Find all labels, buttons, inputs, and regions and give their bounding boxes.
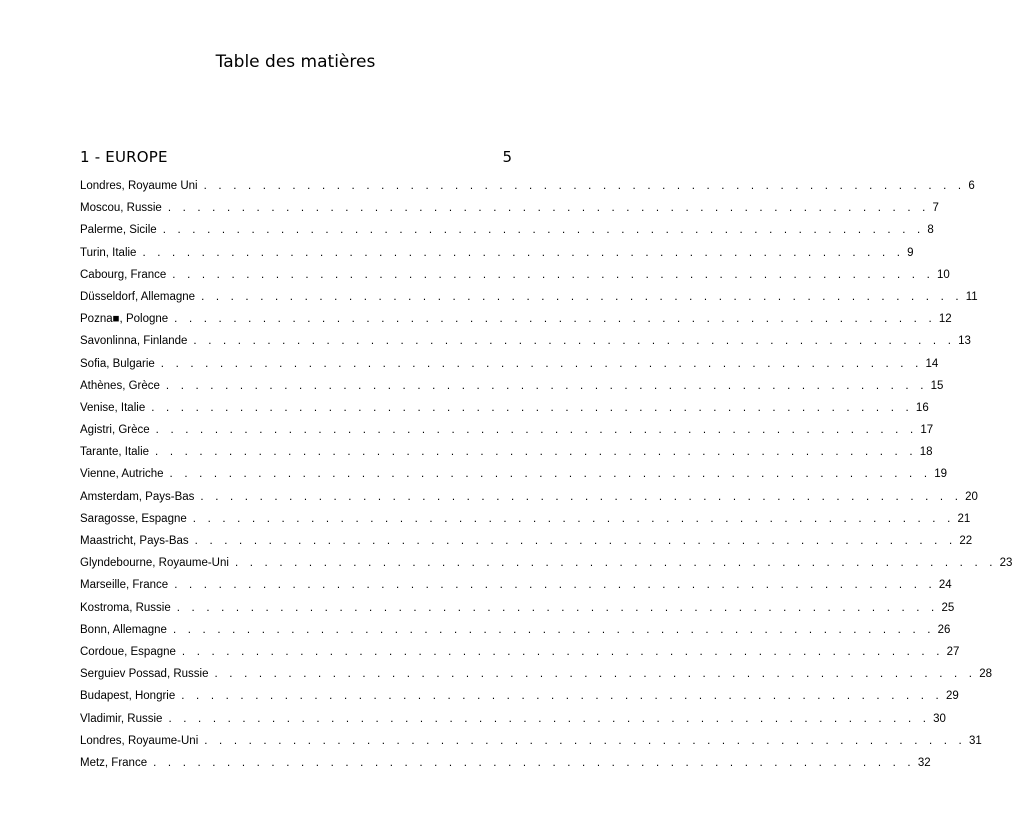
- chapter-page-number: 5: [502, 148, 512, 166]
- toc-entry[interactable]: [80, 486, 978, 508]
- toc-entry-label: Agistri, Grèce: [80, 424, 150, 437]
- toc-entry-label: Serguiev Possad, Russie: [80, 668, 209, 681]
- dot-leader: . . . . . . . . . . . . . . . . . . . . . . . . . . . . . . . . . . . . . . . . . . . . . . . . . . . .: [155, 424, 918, 437]
- toc-entry-label: Marseille, France: [80, 579, 169, 592]
- toc-entry[interactable]: [80, 619, 951, 641]
- toc-entry[interactable]: [80, 330, 971, 352]
- toc-entry[interactable]: [80, 397, 929, 419]
- chapter-heading[interactable]: [80, 146, 512, 168]
- toc-entry-page-number: 19: [934, 468, 948, 481]
- dot-leader: . . . . . . . . . . . . . . . . . . . . . . . . . . . . . . . . . . . . . . . . . . . . . . . . . . . .: [169, 468, 932, 481]
- toc-entry[interactable]: [80, 219, 934, 241]
- toc-entry-label: Maastricht, Pays-Bas: [80, 535, 189, 547]
- toc-entry[interactable]: [80, 242, 914, 264]
- toc-entry-page-number: 12: [938, 313, 952, 326]
- toc-entry-label: Metz, France: [80, 756, 148, 769]
- toc-entry[interactable]: [80, 441, 933, 463]
- toc-entry-label: Amsterdam, Pays-Bas: [80, 490, 195, 503]
- toc-entry-label: Vienne, Autriche: [80, 468, 164, 481]
- toc-entry[interactable]: [80, 264, 950, 286]
- dot-leader: . . . . . . . . . . . . . . . . . . . . . . . . . . . . . . . . . . . . . . . . . . . . . . . . . . . .: [201, 290, 963, 303]
- toc-entry[interactable]: [80, 353, 939, 375]
- toc-entry[interactable]: [80, 175, 975, 197]
- toc-entry[interactable]: [80, 286, 978, 308]
- toc-entry[interactable]: [80, 641, 960, 663]
- toc-entry-page-number: 27: [946, 645, 960, 658]
- toc-entry-label: Moscou, Russie: [80, 202, 162, 215]
- toc-entry-page-number: 18: [919, 446, 933, 459]
- toc-entry-page-number: 25: [941, 601, 955, 614]
- toc-entry-label: Düsseldorf, Allemagne: [80, 290, 196, 303]
- dot-leader: . . . . . . . . . . . . . . . . . . . . . . . . . . . . . . . . . . . . . . . . . . . . . . . . . . . .: [194, 535, 957, 547]
- dot-leader: . . . . . . . . . . . . . . . . . . . . . . . . . . . . . . . . . . . . . . . . . . . . . . . . . . . .: [160, 357, 923, 370]
- toc-entry-label: Bonn, Allemagne: [80, 623, 167, 636]
- toc-entry-label: Turin, Italie: [80, 246, 137, 259]
- toc-entry[interactable]: [80, 574, 952, 596]
- toc-entry[interactable]: [80, 308, 952, 330]
- toc-entry-page-number: 13: [958, 335, 971, 348]
- dot-leader: . . . . . . . . . . . . . . . . . . . . . . . . . . . . . . . . . . . . . . . . . . . . . . . . . . . .: [174, 313, 936, 326]
- toc-entry-label: Budapest, Hongrie: [80, 690, 176, 703]
- dot-leader: . . . . . . . . . . . . . . . . . . . . . . . . . . . . . . . . . . . . . . . . . . . . . . . . . . . .: [172, 268, 934, 281]
- toc-entry-label: Athènes, Grèce: [80, 379, 160, 392]
- toc-entry-page-number: 30: [933, 712, 946, 725]
- toc-entry[interactable]: [80, 752, 931, 774]
- toc-entry-label: Pozna■, Pologne: [80, 313, 169, 326]
- toc-entry-page-number: 28: [979, 668, 992, 681]
- toc-entry-page-number: 31: [968, 734, 982, 747]
- toc-entry-page-number: 17: [920, 424, 934, 437]
- dot-leader: . . . . . . . . . . . . . . . . . . . . . . . . . . . . . . . . . . . . . . . . . . . . . . . . . . . .: [176, 601, 939, 614]
- dot-leader: . . . . . . . . . . . . . . . . . . . . . . . . . . . . . . . . . . . . . . . . . . . . . . . . . . . .: [174, 579, 936, 592]
- toc-entry[interactable]: [80, 708, 946, 730]
- toc-entry-page-number: 20: [965, 490, 978, 503]
- toc-entry[interactable]: [80, 463, 948, 485]
- chapter-title: 1 - EUROPE: [80, 148, 168, 166]
- toc-entry[interactable]: [80, 597, 955, 619]
- dot-leader: . . . . . . . . . . . . . . . . . . . . . . . . . . . . . . . . . . . . . . . . . . . . . . . . . . . .: [155, 446, 917, 459]
- toc-entry-page-number: 29: [945, 690, 959, 703]
- dot-leader: . . . . . . . . . . . . . . . . . . . . . . . . . . . . . . . . . . . . . . . . . . . . . . . . . . . .: [168, 712, 931, 725]
- toc-entry-page-number: 15: [930, 379, 944, 392]
- toc-entry-page-number: 7: [932, 202, 939, 215]
- toc-entry-label: Savonlinna, Finlande: [80, 335, 188, 348]
- toc-entry-page-number: 8: [927, 224, 934, 237]
- toc-entry[interactable]: [80, 730, 982, 752]
- dot-leader: . . . . . . . . . . . . . . . . . . . . . . . . . . . . . . . . . . . . . . . . . . . . . . . . . . . .: [153, 756, 915, 769]
- dot-leader: . . . . . . . . . . . . . . . . . . . . . . . . . . . . . . . . . . . . . . . . . . . . . . . . . . . .: [234, 557, 997, 570]
- toc-entry-page-number: 26: [937, 623, 951, 636]
- dot-leader: . . . . . . . . . . . . . . . . . . . . . . . . . . . . . . . . . . . . . . . . . . . . . . . . . . . .: [181, 690, 943, 703]
- toc-entry-page-number: 14: [925, 357, 939, 370]
- toc-entry[interactable]: [80, 685, 959, 707]
- toc-entry-label: Venise, Italie: [80, 401, 146, 414]
- toc-entry-label: Londres, Royaume-Uni: [80, 734, 199, 747]
- toc-entry-page-number: 23: [999, 557, 1012, 570]
- toc-entry-page-number: 11: [965, 290, 978, 303]
- dot-leader: . . . . . . . . . . . . . . . . . . . . . . . . . . . . . . . . . . . . . . . . . . . . . . . . . . . .: [151, 401, 913, 414]
- dot-leader: . . . . . . . . . . . . . . . . . . . . . . . . . . . . . . . . . . . . . . . . . . . . . . . . . . . .: [214, 668, 977, 681]
- toc-entry-page-number: 21: [957, 512, 971, 525]
- dot-leader: . . . . . . . . . . . . . . . . . . . . . . . . . . . . . . . . . . . . . . . . . . . . . . . . . . . .: [181, 645, 944, 658]
- toc-entry[interactable]: [80, 197, 939, 219]
- dot-leader: . . . . . . . . . . . . . . . . . . . . . . . . . . . . . . . . . . . . . . . . . . . . . . . . . . . .: [193, 335, 956, 348]
- toc-list: [80, 175, 1012, 774]
- toc-entry-page-number: 24: [938, 579, 952, 592]
- dot-leader: . . . . . . . . . . . . . . . . . . . . . . . . . . . . . . . . . . . . . . . . . . . . . . . . . . . .: [162, 224, 925, 237]
- toc-entry[interactable]: [80, 419, 934, 441]
- toc-entry[interactable]: [80, 530, 973, 552]
- toc-entry-page-number: 10: [937, 268, 950, 281]
- toc-entry-label: Glyndebourne, Royaume-Uni: [80, 557, 229, 570]
- toc-entry-page-number: 9: [907, 246, 914, 259]
- dot-leader: . . . . . . . . . . . . . . . . . . . . . . . . . . . . . . . . . . . . . . . . . . . . . . . . . . . .: [165, 379, 928, 392]
- dot-leader: . . . . . . . . . . . . . . . . . . . . . . . . . . . . . . . . . . . . . . . . . . . . . . . . . . . .: [192, 512, 955, 525]
- toc-entry-label: Kostroma, Russie: [80, 601, 171, 614]
- toc-entry[interactable]: [80, 375, 944, 397]
- page-title: Table des matières: [215, 52, 376, 72]
- toc-entry-page-number: 32: [917, 756, 931, 769]
- toc-entry-page-number: 22: [959, 535, 973, 547]
- dot-leader: . . . . . . . . . . . . . . . . . . . . . . . . . . . . . . . . . . . . . . . . . . . . . . . . . . . .: [203, 180, 966, 192]
- toc-entry[interactable]: [80, 663, 992, 685]
- dot-leader: . . . . . . . . . . . . . . . . . . . . . . . . . . . . . . . . . . . . . . . . . . . . . . . . . . . .: [142, 246, 905, 259]
- dot-leader: . . . . . . . . . . . . . . . . . . . . . . . . . . . . . . . . . . . . . . . . . . . . . . . . . . . .: [172, 623, 935, 636]
- toc-entry-label: Cabourg, France: [80, 268, 167, 281]
- toc-entry-label: Saragosse, Espagne: [80, 512, 187, 525]
- toc-entry-label: Vladimir, Russie: [80, 712, 163, 725]
- toc-entry-label: Cordoue, Espagne: [80, 645, 176, 658]
- dot-leader: . . . . . . . . . . . . . . . . . . . . . . . . . . . . . . . . . . . . . . . . . . . . . . . . . . . .: [167, 202, 930, 215]
- toc-entry-label: Tarante, Italie: [80, 446, 150, 459]
- toc-entry-page-number: 6: [968, 180, 975, 192]
- toc-entry-page-number: 16: [915, 401, 929, 414]
- toc-entry[interactable]: [80, 508, 971, 530]
- toc-entry-label: Sofia, Bulgarie: [80, 357, 155, 370]
- toc-entry[interactable]: [80, 552, 1012, 574]
- toc-entry-label: Londres, Royaume Uni: [80, 180, 198, 192]
- dot-leader: . . . . . . . . . . . . . . . . . . . . . . . . . . . . . . . . . . . . . . . . . . . . . . . . . . . .: [204, 734, 966, 747]
- toc-entry-label: Palerme, Sicile: [80, 224, 157, 237]
- dot-leader: . . . . . . . . . . . . . . . . . . . . . . . . . . . . . . . . . . . . . . . . . . . . . . . . . . . .: [200, 490, 963, 503]
